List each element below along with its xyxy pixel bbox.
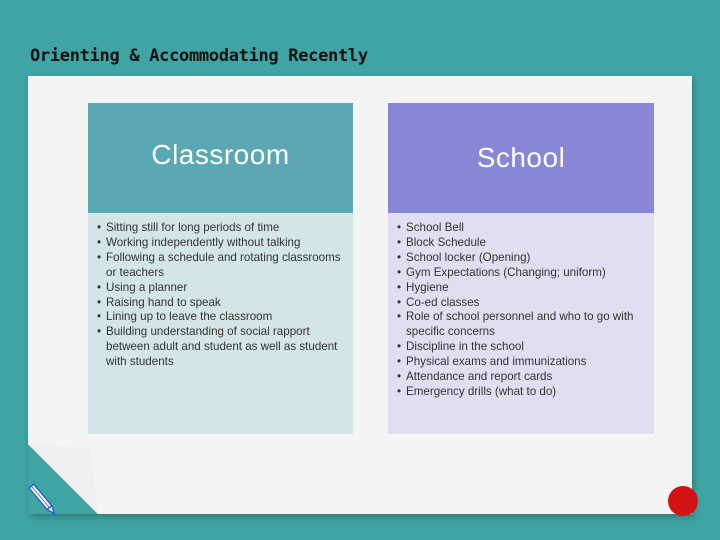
school-panel xyxy=(388,103,654,434)
list-item: • Hygiene xyxy=(396,281,644,296)
list-item: • Block Schedule xyxy=(396,236,644,251)
list-item: • Lining up to leave the classroom xyxy=(96,310,343,325)
list-item: • Physical exams and immunizations xyxy=(396,355,644,370)
list-item: • Role of school personnel and who to go with specific concerns xyxy=(396,310,644,340)
classroom-heading: Classroom xyxy=(151,139,290,170)
list-item: • School locker (Opening) xyxy=(396,251,644,266)
list-item: • Co-ed classes xyxy=(396,296,644,311)
classroom-panel xyxy=(88,103,353,434)
list-item: • Discipline in the school xyxy=(396,340,644,355)
school-header xyxy=(388,103,654,213)
slide-title: Orienting & Accommodating Recently xyxy=(30,46,368,66)
pencil-icon xyxy=(28,480,58,520)
list-item: • Sitting still for long periods of time xyxy=(96,221,343,236)
school-heading: School xyxy=(476,142,566,173)
list-item: • Raising hand to speak xyxy=(96,296,343,311)
school-body xyxy=(388,213,654,434)
list-item: • Following a schedule and rotating classrooms or teachers xyxy=(96,251,343,281)
red-dot-icon xyxy=(668,486,698,516)
classroom-list xyxy=(96,221,343,370)
list-item: • Attendance and report cards xyxy=(396,370,644,385)
classroom-header xyxy=(88,103,353,213)
list-item: • Building understanding of social rapport between adult and student as well as student with students xyxy=(96,325,343,370)
list-item: • Emergency drills (what to do) xyxy=(396,385,644,400)
classroom-body xyxy=(88,213,353,434)
list-item: • Using a planner xyxy=(96,281,343,296)
school-list xyxy=(396,221,644,400)
list-item: • School Bell xyxy=(396,221,644,236)
list-item: • Working independently without talking xyxy=(96,236,343,251)
list-item: • Gym Expectations (Changing; uniform) xyxy=(396,266,644,281)
